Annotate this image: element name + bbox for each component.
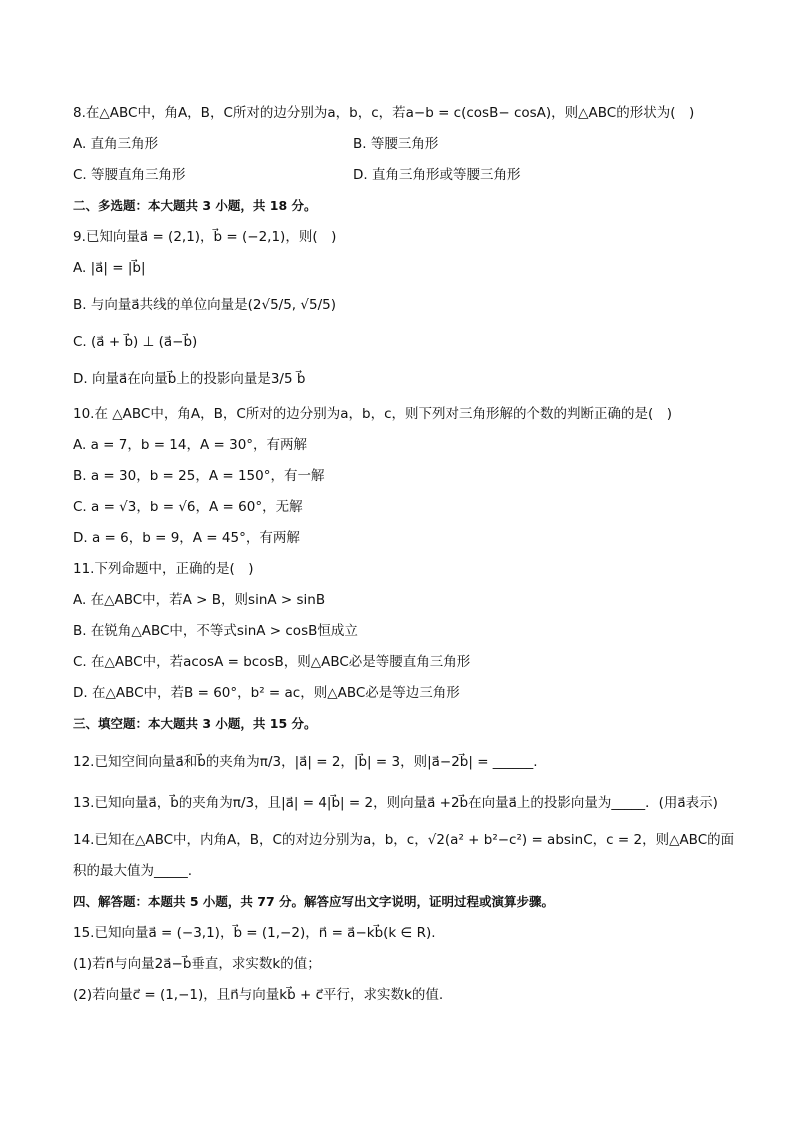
q9-stem: 9.已知向量a⃗ = (2,1)，b⃗ = (−2,1)，则( ) bbox=[73, 229, 337, 245]
q8-option-c: C. 等腰直角三角形 bbox=[73, 167, 186, 183]
q9-option-d: D. 向量a⃗在向量b⃗上的投影向量是3/5 b⃗ bbox=[73, 371, 306, 387]
section-heading-multiple-choice: 二、多选题：本大题共 3 小题，共 18 分。 bbox=[73, 198, 317, 213]
q11-option-b: B. 在锐角△ABC中，不等式sinA > cosB恒成立 bbox=[73, 623, 358, 639]
q14-stem-line2: 积的最大值为_____. bbox=[73, 863, 193, 879]
q12-stem: 12.已知空间向量a⃗和b⃗的夹角为π/3，|a⃗| = 2，|b⃗| = 3，则|a⃗−2b⃗| = ______. bbox=[73, 754, 538, 770]
q15-stem: 15.已知向量a⃗ = (−3,1)，b⃗ = (1,−2)，n⃗ = a⃗−kb⃗(k ∈ R). bbox=[73, 925, 436, 941]
q9-option-c: C. (a⃗ + b⃗) ⊥ (a⃗−b⃗) bbox=[73, 334, 198, 350]
section-heading-fill-in: 三、填空题：本大题共 3 小题，共 15 分。 bbox=[73, 716, 317, 731]
q11-stem: 11.下列命题中，正确的是( ) bbox=[73, 561, 254, 577]
q14-stem-line1: 14.已知在△ABC中，内角A，B，C的对边分别为a，b，c，√2(a² + b²−c²) = absinC，c = 2，则△ABC的面 bbox=[73, 832, 735, 848]
q10-option-b: B. a = 30，b = 25，A = 150°，有一解 bbox=[73, 468, 325, 484]
q10-option-c: C. a = √3，b = √6，A = 60°，无解 bbox=[73, 499, 303, 515]
q15-part1: (1)若n⃗与向量2a⃗−b⃗垂直，求实数k的值； bbox=[73, 956, 321, 972]
q10-option-d: D. a = 6，b = 9，A = 45°，有两解 bbox=[73, 530, 300, 546]
q9-option-b: B. 与向量a⃗共线的单位向量是(2√5/5, √5/5) bbox=[73, 297, 336, 313]
q11-option-c: C. 在△ABC中，若acosA = bcosB，则△ABC必是等腰直角三角形 bbox=[73, 654, 471, 670]
q8-option-b: B. 等腰三角形 bbox=[353, 136, 439, 152]
q8-option-a: A. 直角三角形 bbox=[73, 136, 159, 152]
q11-option-a: A. 在△ABC中，若A > B，则sinA > sinB bbox=[73, 592, 326, 608]
q13-stem: 13.已知向量a⃗，b⃗的夹角为π/3，且|a⃗| = 4|b⃗| = 2，则向量a⃗ +2b⃗在向量a⃗上的投影向量为_____．(用a⃗表示) bbox=[73, 795, 718, 811]
q9-option-a: A. |a⃗| = |b⃗| bbox=[73, 260, 146, 276]
q8-stem: 8.在△ABC中，角A，B，C所对的边分别为a，b，c，若a−b = c(cosB− cosA)，则△ABC的形状为( ) bbox=[73, 105, 695, 121]
q15-part2: (2)若向量c⃗ = (1,−1)，且n⃗与向量kb⃗ + c⃗平行，求实数k的值. bbox=[73, 987, 444, 1003]
q10-stem: 10.在 △ABC中，角A，B，C所对的边分别为a，b，c，则下列对三角形解的个数的判断正确的是( ) bbox=[73, 406, 673, 422]
section-heading-solutions: 四、解答题：本题共 5 小题，共 77 分。解答应写出文字说明，证明过程或演算步骤。 bbox=[73, 894, 555, 909]
q8-option-d: D. 直角三角形或等腰三角形 bbox=[353, 167, 521, 183]
q11-option-d: D. 在△ABC中，若B = 60°，b² = ac，则△ABC必是等边三角形 bbox=[73, 685, 460, 701]
q10-option-a: A. a = 7，b = 14，A = 30°，有两解 bbox=[73, 437, 308, 453]
